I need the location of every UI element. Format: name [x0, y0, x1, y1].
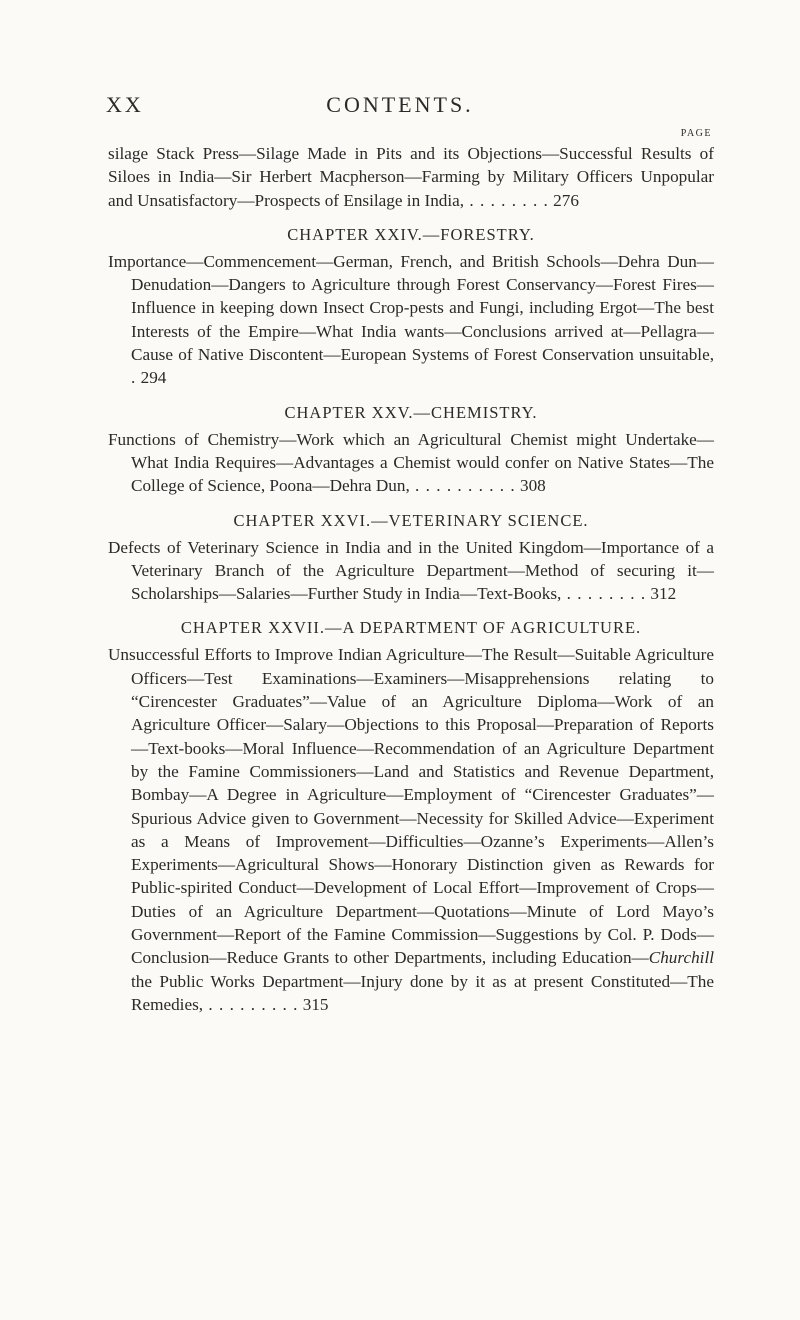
contents-entry — [108, 643, 714, 1016]
entry-page-number: 308 — [519, 476, 546, 496]
running-head — [0, 92, 800, 122]
dot-leader: . — [131, 368, 137, 388]
chapter-heading: CHAPTER XXVII.—A DEPARTMENT OF AGRICULTURE. — [180, 618, 642, 638]
entry-text: Defects of Veterinary Science in India and in the United Kingdom—Importance of a Veterinary Branch of the Agriculture Department—Method of securing it—Scholarships—Salaries—Further Study in India—Text-Books, — [108, 537, 714, 604]
section-number: XX — [106, 92, 144, 117]
entry-page-number: 294 — [140, 368, 167, 388]
entry-text: Functions of Chemistry—Work which an Agricultural Chemist might Undertake—What India Requires—Advantages a Chemist would confer on Native States—The College of Science, Poona—Dehra Dun, — [108, 429, 714, 496]
entry-page-number: 276 — [553, 190, 579, 210]
contents-entry — [108, 250, 714, 390]
dot-leader: . . . . . . . . — [561, 584, 647, 604]
chapter-heading: CHAPTER XXVI.—VETERINARY SCIENCE. — [233, 510, 589, 530]
contents-body — [108, 142, 714, 1016]
contents-entry — [108, 142, 714, 212]
entry-text: Unsuccessful Efforts to Improve Indian Agriculture—The Result—Suitable Agriculture Officers—Test Examinations—Examiners—Misapprehensions relating to “Cirencester Graduates”—Value of an Agriculture Diploma—Work of an Agriculture Officer—Salary—Objections to this Proposal—Preparation of Reports—Text-books—Moral Influence—Recommendation of an Agriculture Department by the Famine Commissioners—Land and Statistics and Revenue Department, Bombay—A Degree in Agriculture—Employment of “Cirencester Graduates”—Spurious Advice given to Government—Necessity for Skilled Advice—Experiment as a Means of Improvement—Difficulties—Ozanne’s Experiments—Allen’s Experiments—Agricultural Shows—Honorary Distinction given as Rewards for Public-spirited Conduct—Development of Local Effort—Improvement of Crops—Duties of an Agriculture Department—Quotations—Minute of Lord Mayo’s Government—Report of the Famine Commission—Suggestions by Col. P. Dods—Conclusion—Reduce Grants to other Departments, including Education— — [108, 645, 714, 968]
entry-text-italic: Churchill — [648, 948, 714, 968]
contents-entry — [108, 428, 714, 498]
chapter-heading: CHAPTER XXV.—CHEMISTRY. — [284, 402, 538, 422]
dot-leader: . . . . . . . . . . — [409, 476, 516, 496]
contents-entry — [108, 536, 714, 606]
entry-text: Importance—Commencement—German, French, and British Schools—Dehra Dun—Denudation—Dangers to Agriculture through Forest Conservancy—Forest Fires—Influence in keeping down Insect Crop-pests and Fungi, including Ergot—The best Interests of the Empire—What India wants—Conclusions arrived at—Pellagra—Cause of Native Discontent—European Systems of Forest Conservation unsuitable, — [108, 251, 714, 365]
dot-leader: . . . . . . . . . — [203, 994, 299, 1014]
page-title: CONTENTS. — [326, 92, 474, 117]
dot-leader: . . . . . . . . — [464, 190, 549, 210]
entry-page-number: 315 — [302, 994, 329, 1014]
entry-page-number: 312 — [650, 584, 677, 604]
entry-text-continued: the Public Works Department—Injury done by it as at present Constituted—The Remedies, — [131, 971, 714, 1014]
entry-text: silage Stack Press—Silage Made in Pits and its Objections—Successful Results of Siloes in India—Sir Herbert Macpherson—Farming by Military Officers Unpopular and Unsatisfactory—Prospects of Ensilage in India, — [108, 144, 714, 210]
chapter-heading: CHAPTER XXIV.—FORESTRY. — [287, 224, 535, 244]
page-column-label: PAGE — [680, 128, 712, 139]
